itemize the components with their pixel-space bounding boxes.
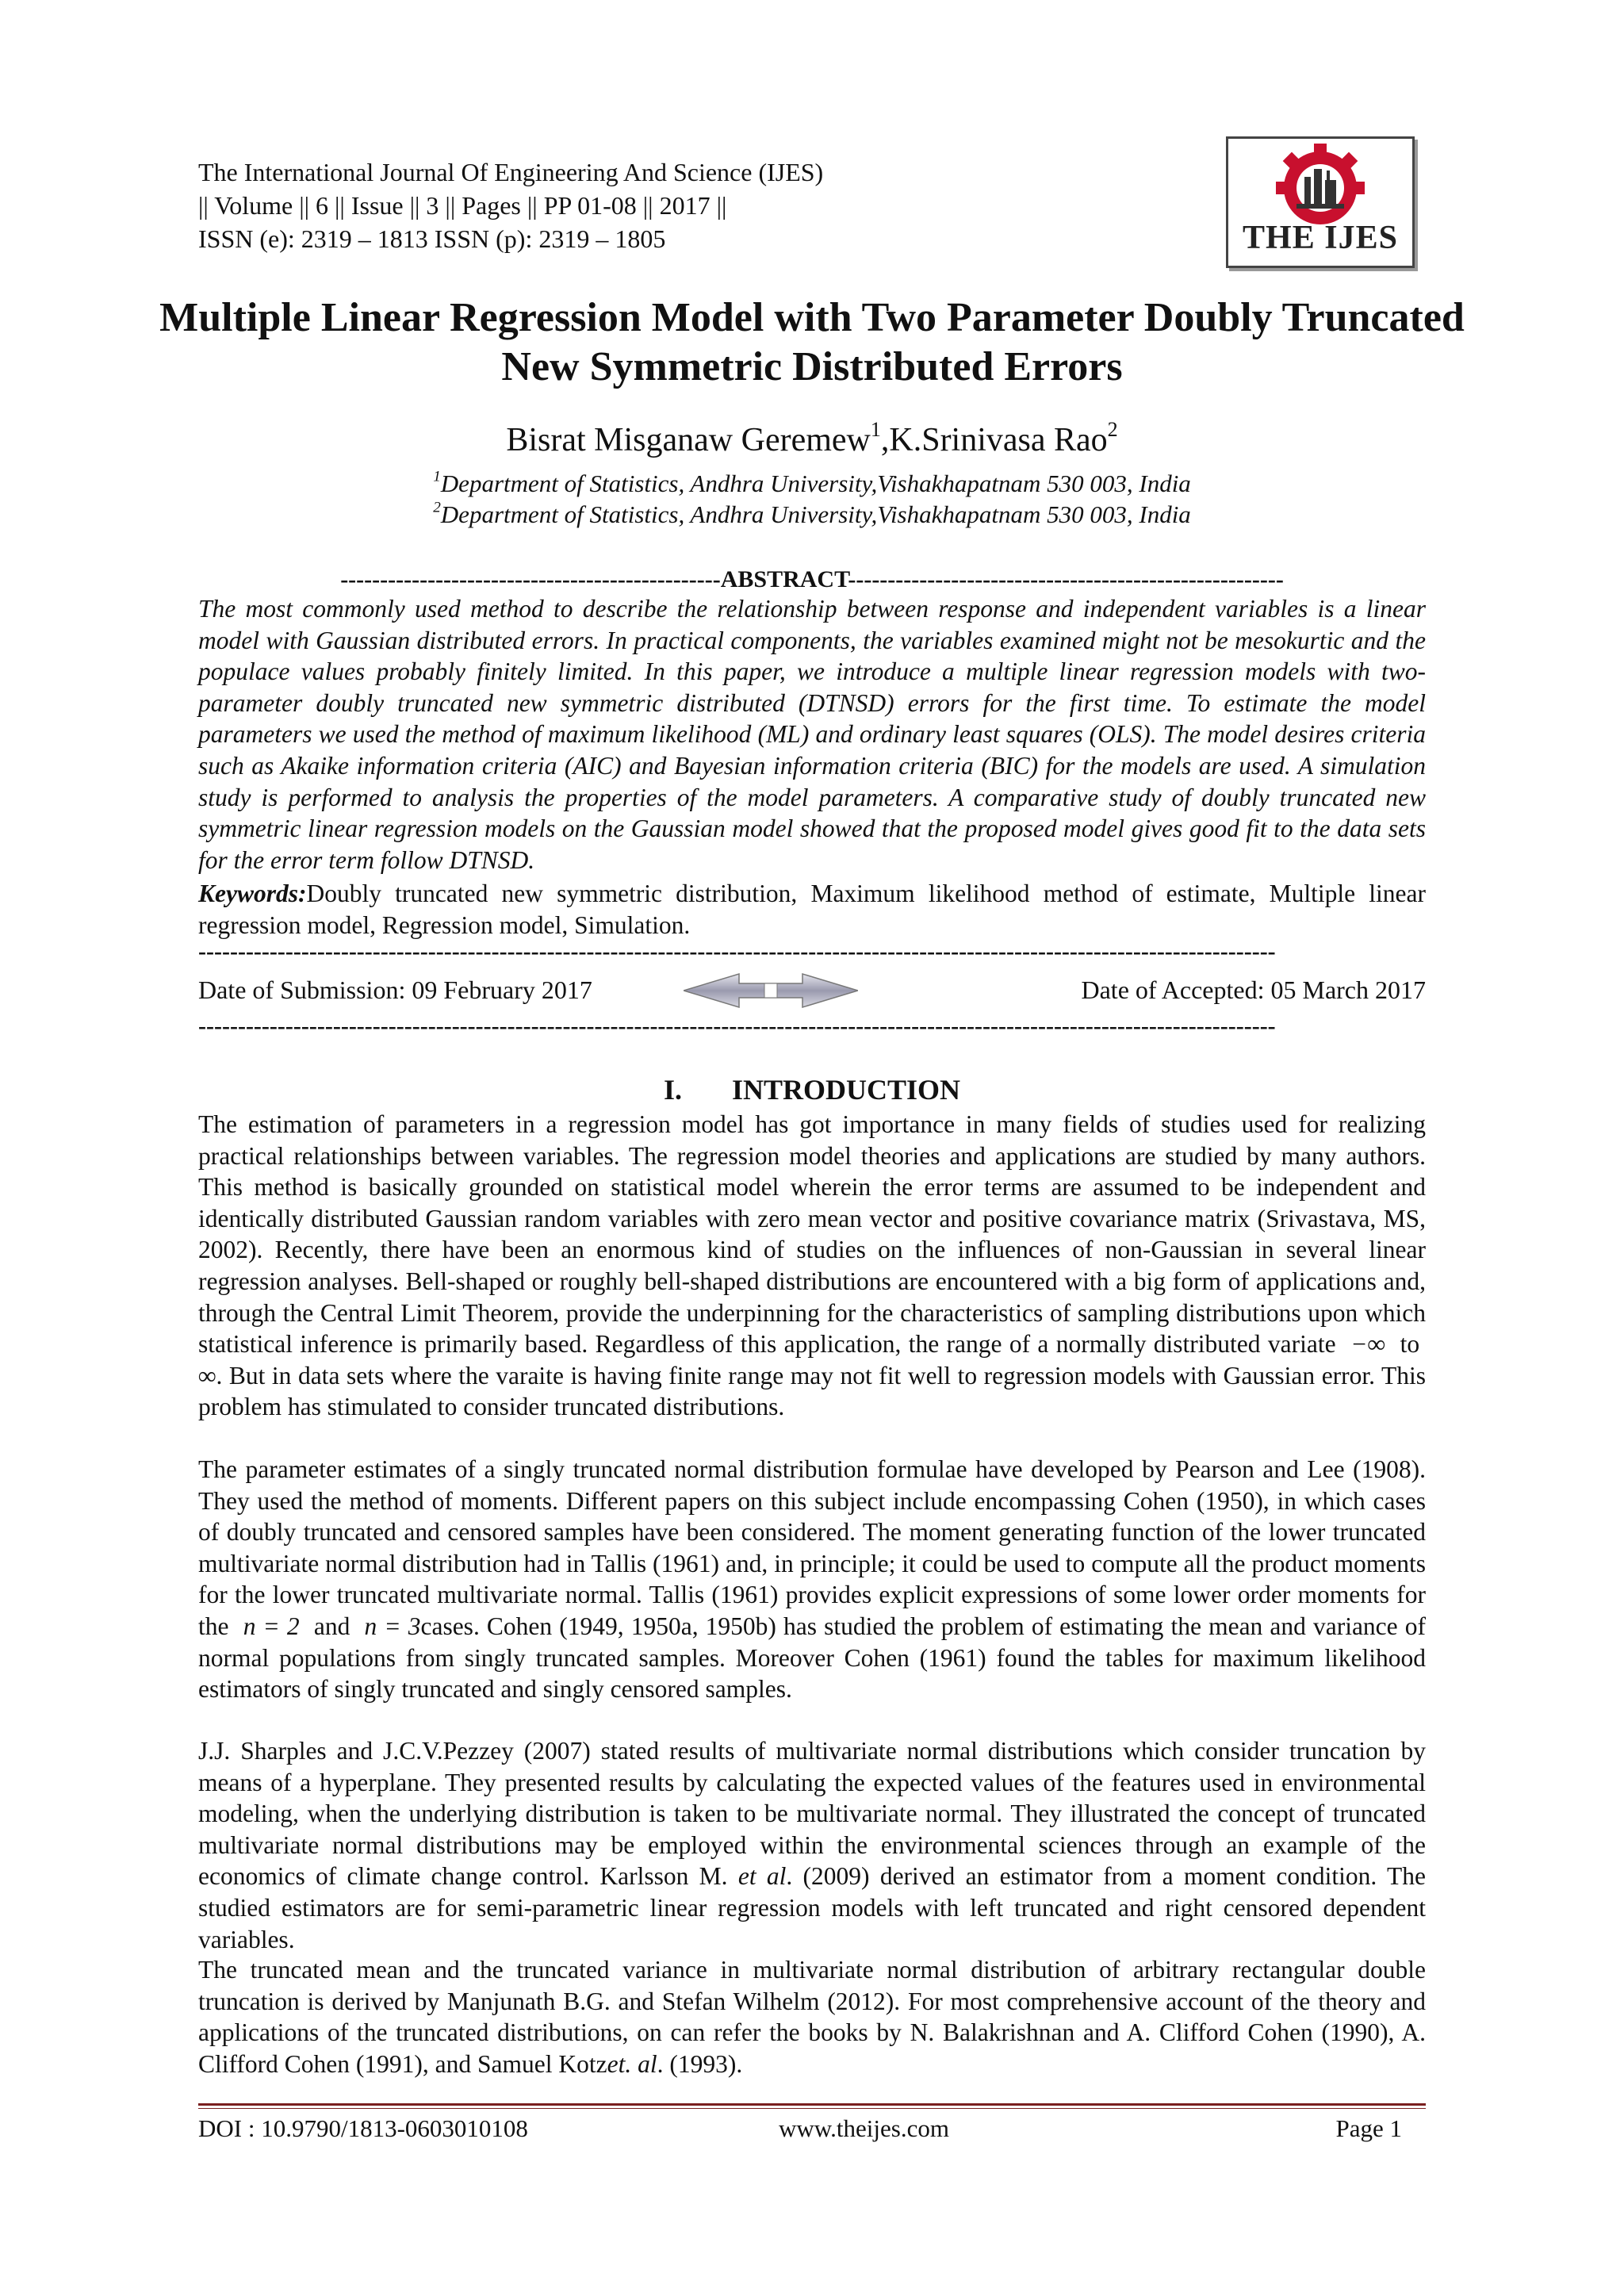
intro-p2-text-a: The parameter estimates of a singly truncated normal distribution formulae have developed by Pearson and Lee (1908). They used the method of moments. Different papers on this subject include encompassing Cohen (1950), in which cases of doubly truncated and censored samples have been considered. The moment generating function of the lower truncated multivariate normal distribution had in Tallis (1961) and, in principle; it could be used to compute all the product moments for the lower truncated multivariate normal. Tallis (1961) provides explicit expressions of some lower order moments for the [198,1455,1426,1640]
intro-p1-to: to [1400,1330,1420,1359]
intro-p3-text-b: . (2009) derived an estimator from a moment condition. The studied estimators are for semi-parametric linear regression models with left truncated and right censored dependent variables. [198,1862,1426,1953]
footer-rule-top [198,2103,1426,2106]
math-neg-infinity: −∞ [1350,1330,1385,1359]
intro-p1-text-a: The estimation of parameters in a regression model has got importance in many fields of studies used for realizing practical relationships between variables. The regression model theories and applications are studied by many authors. This method is basically grounded on statistical model wherein the error terms are assumed to be independent and identically distributed Gaussian random variables with zero mean vector and positive covariance matrix (Srivastava, MS, 2002). Recently, there have been an enormous kind of studies on the influences of non-Gaussian in several linear regression analyses. Bell-shaped or roughly bell-shaped distributions are encountered with a big form of applications and, through the Central Limit Theorem, provide the underpinning for the characteristics of sampling distributions upon which statistical inference is primarily based. Regardless of this application, the range of a normally distributed variate [198,1110,1426,1359]
intro-paragraph-3 [198,1735,1426,1955]
keywords-label: Keywords: [198,880,307,907]
section-title: INTRODUCTION [731,1074,961,1106]
dashed-separator-bottom: ---------------------------------------------------------------------------------------------------------------------------------------- [198,1018,1276,1034]
intro-p2-text-b: cases. Cohen (1949, 1950a, 1950b) has studied the problem of estimating the mean and variance of normal populations from singly truncated samples. Moreover Cohen (1961) found the tables for maximum likelihood estimators of singly truncated and singly censored samples. [198,1612,1426,1704]
affiliation-1-text: Department of Statistics, Andhra University,Vishakhapatnam 530 003, India [440,470,1191,497]
footer-page-number: Page 1 [1335,2114,1402,2142]
dash-rule-right: ------------------------------------------------------- [848,566,1284,592]
double-arrow-icon [684,972,858,1009]
dash-rule-left: ------------------------------------------------ [340,566,721,592]
section-number: I. [663,1074,682,1106]
page-footer [198,2113,1426,2145]
affiliation-1 [119,468,1505,499]
footer-website[interactable]: www.theijes.com [779,2114,949,2142]
affiliation-2-mark: 2 [433,499,441,516]
affiliation-2-text: Department of Statistics, Andhra University,Vishakhapatnam 530 003, India [440,500,1191,528]
intro-paragraph-1 [198,1109,1426,1423]
footer-rule-bottom [198,2108,1426,2109]
math-pos-infinity: ∞ [198,1361,216,1389]
footer-doi: DOI : 10.9790/1813-0603010108 [198,2114,528,2142]
intro-paragraph-2 [198,1454,1426,1705]
accepted-date: Date of Accepted: 05 March 2017 [1081,976,1426,1004]
volume-info: || Volume || 6 || Issue || 3 || Pages || PP 01-08 || 2017 || [198,191,727,220]
submission-date: Date of Submission: 09 February 2017 [198,976,592,1004]
issn-info: ISSN (e): 2319 – 1813 ISSN (p): 2319 – 1805 [198,224,666,253]
dashed-separator-top: ---------------------------------------------------------------------------------------------------------------------------------------- [198,944,1276,960]
author-separator: , [880,422,890,458]
math-n-equals-2: n = 2 [243,1612,300,1640]
intro-p3-text-a: J.J. Sharples and J.C.V.Pezzey (2007) stated results of multivariate normal distributions which consider truncation by means of a hyperplane. They presented results by calculating the expected values of the features used in environmental modeling, when the underlying distribution is taken to be multivariate normal. They illustrated the concept of truncated multivariate normal distributions may be employed within the environmental sciences through an example of the economics of climate change control. Karlsson M. [198,1737,1426,1891]
author-2: K.Srinivasa Rao [889,422,1108,458]
author-1: Bisrat Misganaw Geremew [506,422,871,458]
section-heading [198,1072,1426,1107]
keywords [198,878,1426,941]
keywords-text: Doubly truncated new symmetric distribution, Maximum likelihood method of estimate, Multiple linear regression model, Regression model, Simulation. [198,880,1426,939]
intro-paragraph-4 [198,1954,1426,2079]
author-1-mark: 1 [870,417,881,441]
journal-logo [1226,136,1415,268]
logo-text: THE IJES [1243,220,1398,256]
journal-name: The International Journal Of Engineering And Science (IJES) [198,158,824,186]
intro-p4-text-a: The truncated mean and the truncated variance in multivariate normal distribution of arbitrary rectangular double truncation is derived by Manjunath B.G. and Stefan Wilhelm (2012). For most comprehensive account of the theory and applications of the truncated distributions, on can refer the books by N. Balakrishnan and A. Clifford Cohen (1990), A. Clifford Cohen (1991), and Samuel Kotz [198,1956,1426,2078]
intro-p4-text-b: . (1993). [657,2049,743,2078]
author-2-mark: 2 [1107,417,1118,441]
intro-p4-etal: et. al [607,2049,657,2078]
intro-p3-etal: et al [737,1862,787,1891]
abstract-heading: ABSTRACT [720,566,848,592]
author-list [119,417,1505,460]
intro-p1-text-b: . But in data sets where the varaite is having finite range may not fit well to regression models with Gaussian error. This problem has stimulated to consider truncated distributions. [198,1361,1426,1421]
intro-p2-and: and [313,1612,350,1640]
abstract-heading-row [198,565,1426,596]
abstract-text: The most commonly used method to describe the relationship between response and independent variables is a linear model with Gaussian distributed errors. In practical components, the variables examined might not be mesokurtic and the populace values probably finitely limited. In this paper, we introduce a multiple linear regression models with two-parameter doubly truncated new symmetric distributed (DTNSD) errors for the first time. To estimate the model parameters we used the method of maximum likelihood (ML) and ordinary least squares (OLS). The model desires criteria such as Akaike information criteria (AIC) and Bayesian information criteria (BIC) for the models are used. A simulation study is performed to analysis the properties of the model parameters. A comparative study of doubly truncated new symmetric linear regression models on the Gaussian model showed that the proposed model gives good fit to the data sets for the error term follow DTNSD. [198,595,1426,874]
affiliation-1-mark: 1 [433,468,441,485]
math-n-equals-3: n = 3 [364,1612,421,1640]
affiliation-2 [119,499,1505,530]
paper-title: Multiple Linear Regression Model with Two Parameter Doubly Truncated New Symmetric Distributed Errors [159,295,1465,389]
